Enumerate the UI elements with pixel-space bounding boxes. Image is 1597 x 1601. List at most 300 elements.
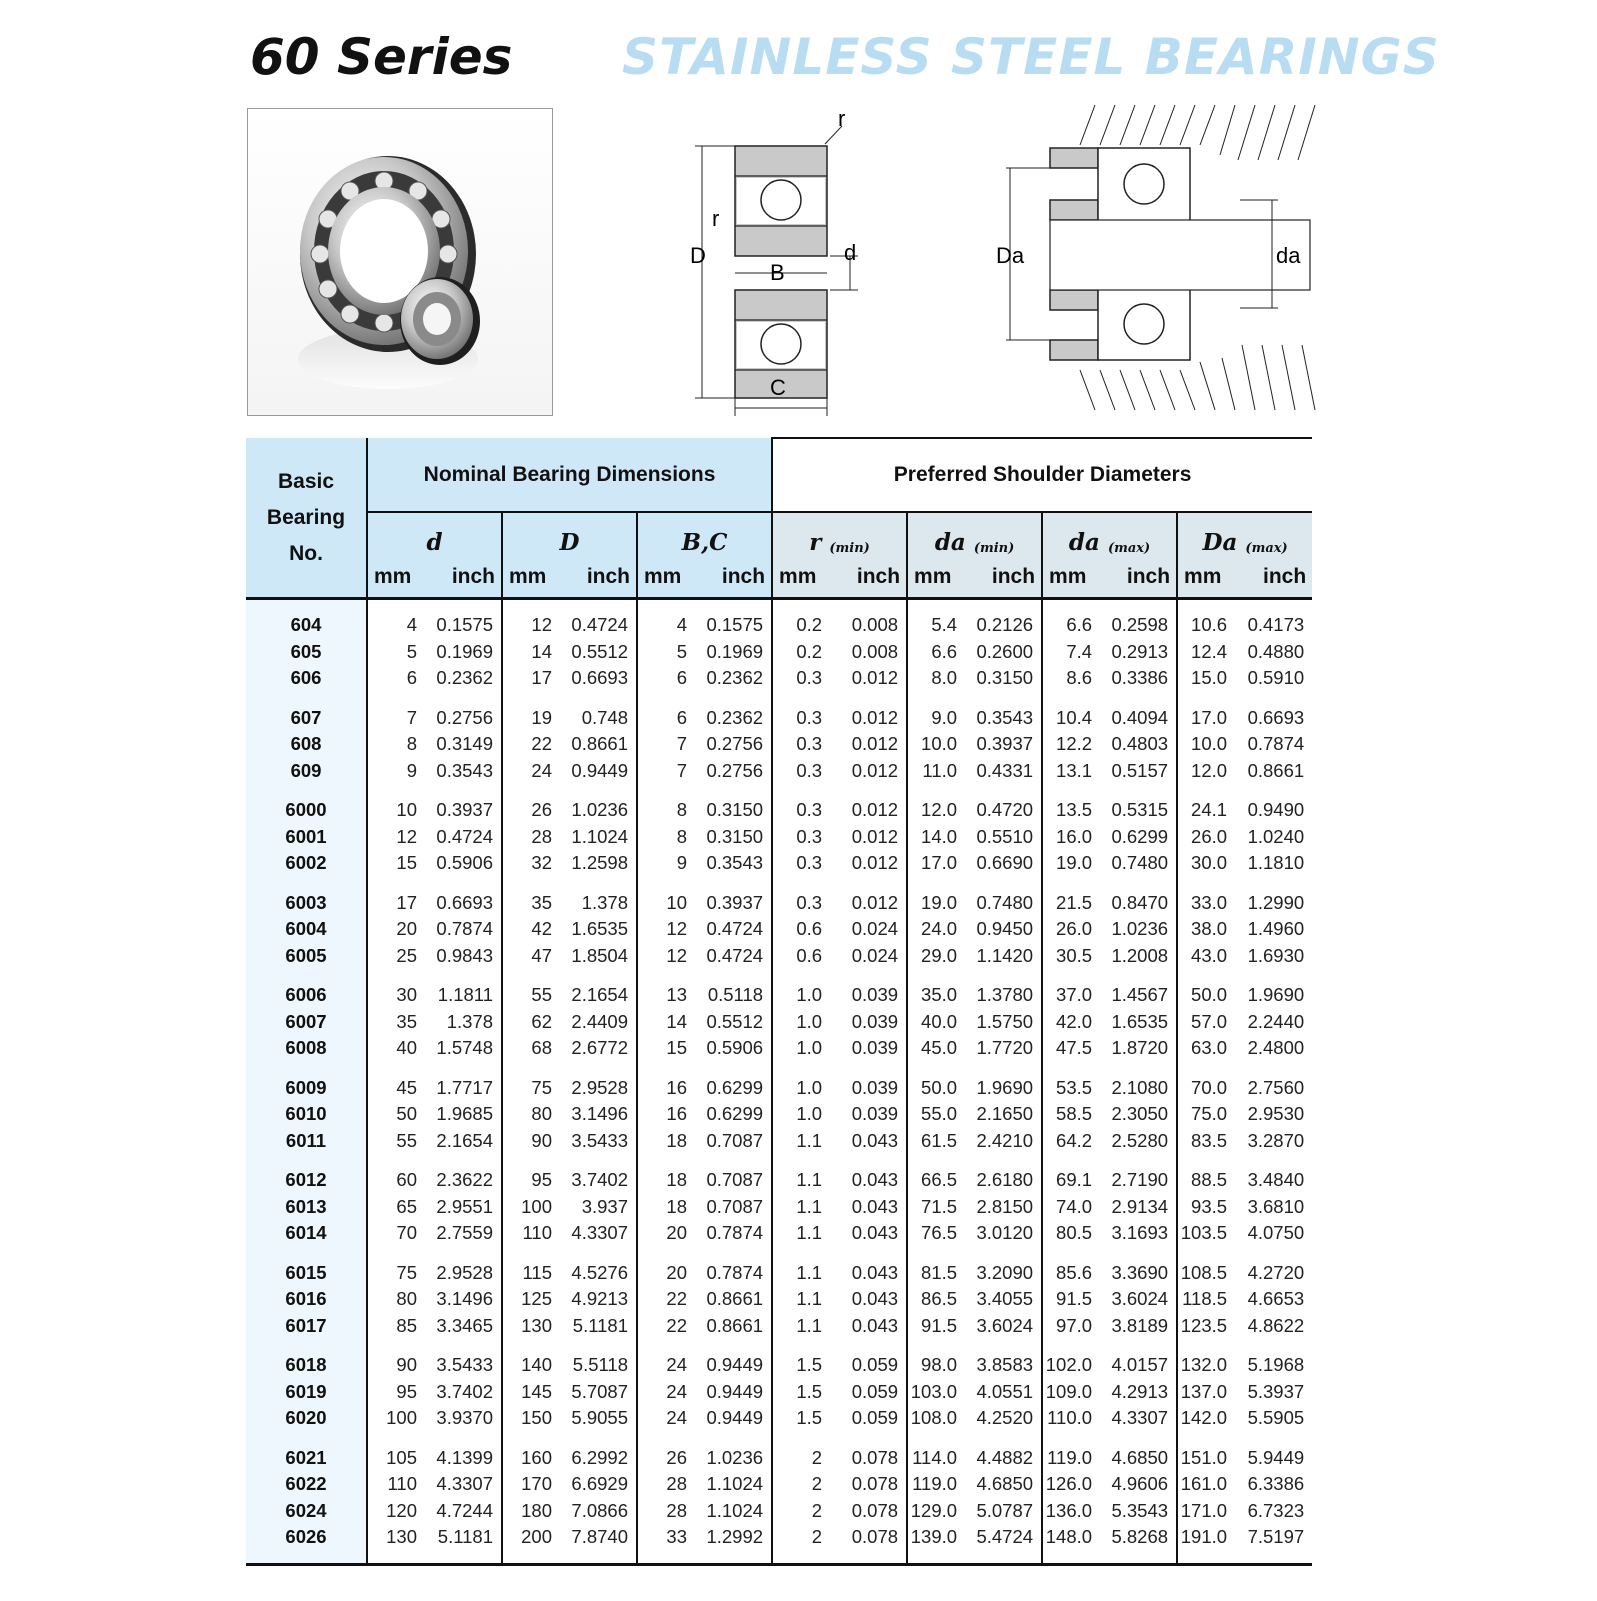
value-inch: 4.3307: [1102, 1405, 1177, 1432]
value-inch: 4.0551: [967, 1379, 1042, 1406]
value-mm: 26: [666, 1446, 687, 1468]
value-mm: 130: [521, 1314, 552, 1336]
value-inch: 3.8189: [1102, 1313, 1177, 1340]
table-row: [246, 612, 1312, 639]
value-mm: 5.4: [931, 614, 958, 636]
value-mm: 5: [676, 640, 687, 662]
value-inch: 4.0157: [1102, 1352, 1177, 1379]
value-mm: 16: [666, 1076, 687, 1098]
value-inch: 0.3150: [697, 824, 772, 851]
value-mm: 115: [522, 1261, 552, 1283]
table-row: [246, 1379, 1312, 1406]
value-mm: 88.5: [1191, 1169, 1228, 1191]
value-inch: 0.078: [832, 1471, 907, 1498]
value-mm: 22: [531, 733, 552, 755]
value-inch: 1.0236: [697, 1445, 772, 1472]
table-row: [246, 1471, 1312, 1498]
value-inch: 0.008: [832, 612, 907, 639]
diagram-label-C: C: [770, 375, 786, 400]
value-mm: 35: [531, 891, 552, 913]
brand-title: STAINLESS STEEL BEARINGS: [622, 28, 1440, 86]
value-mm: 50.0: [1191, 984, 1228, 1006]
value-inch: 0.5512: [697, 1009, 772, 1036]
value-inch: 0.1969: [697, 639, 772, 666]
diagram-label-r2: r: [712, 206, 720, 231]
value-mm: 103.5: [1180, 1222, 1228, 1244]
value-inch: 2.3622: [427, 1167, 502, 1194]
value-inch: 1.1420: [967, 943, 1042, 970]
value-inch: 0.1969: [427, 639, 502, 666]
value-mm: 1.0: [796, 984, 823, 1006]
value-inch: 0.012: [832, 758, 907, 785]
value-mm: 64.2: [1056, 1129, 1093, 1151]
basic-header-line-3: No.: [289, 541, 323, 565]
value-mm: 0.3: [796, 852, 823, 874]
value-mm: 2: [811, 1499, 823, 1521]
value-mm: 119.0: [1047, 1446, 1093, 1468]
value-inch: 2.7560: [1247, 1076, 1305, 1098]
value-inch: 0.2913: [1102, 639, 1177, 666]
table-row: [246, 665, 1312, 692]
diagram-label-D: D: [690, 243, 706, 268]
unit-inch-header: inch: [1102, 557, 1177, 599]
value-mm: 85: [396, 1314, 417, 1336]
value-mm: 19.0: [921, 891, 958, 913]
bearing-number: 6007: [246, 1009, 367, 1036]
value-inch: 5.7087: [562, 1379, 637, 1406]
unit-mm-header: mm: [907, 557, 967, 599]
bearing-number: 6016: [246, 1286, 367, 1313]
shoulder-diameter-diagram: [996, 100, 1320, 418]
value-inch: 0.012: [832, 824, 907, 851]
value-mm: 37.0: [1056, 984, 1093, 1006]
value-inch: 6.3386: [1247, 1473, 1305, 1495]
value-inch: 0.2362: [427, 665, 502, 692]
value-mm: 123.5: [1180, 1314, 1228, 1336]
bearing-number: 6000: [246, 797, 367, 824]
value-inch: 0.3937: [427, 797, 502, 824]
bearing-cross-section-diagram: [690, 108, 900, 418]
value-inch: 0.2756: [697, 758, 772, 785]
value-mm: 8: [676, 825, 687, 847]
value-mm: 45: [396, 1076, 417, 1098]
value-mm: 4: [676, 614, 687, 636]
value-inch: 2.1080: [1102, 1075, 1177, 1102]
value-mm: 17: [531, 667, 552, 689]
value-inch: 0.3149: [427, 731, 502, 758]
value-inch: 4.6850: [1102, 1445, 1177, 1472]
value-inch: 0.4724: [562, 612, 637, 639]
value-inch: 5.0787: [967, 1498, 1042, 1525]
value-mm: 0.3: [796, 891, 823, 913]
value-mm: 10: [666, 891, 687, 913]
value-inch: 0.059: [832, 1405, 907, 1432]
value-inch: 1.7720: [967, 1035, 1042, 1062]
value-inch: 2.6772: [562, 1035, 637, 1062]
unit-mm-header: mm: [1177, 557, 1237, 599]
table-row: [246, 1352, 1312, 1379]
value-inch: 0.4724: [697, 943, 772, 970]
bearing-number: 6020: [246, 1405, 367, 1432]
value-mm: 1.1: [796, 1314, 823, 1336]
value-inch: 1.0236: [562, 797, 637, 824]
value-mm: 1.5: [796, 1380, 823, 1402]
value-mm: 0.2: [796, 640, 823, 662]
bearing-number: 6006: [246, 982, 367, 1009]
value-inch: 0.8661: [697, 1313, 772, 1340]
value-mm: 13.1: [1056, 759, 1093, 781]
diagram-label-d: d: [844, 240, 857, 265]
value-mm: 74.0: [1056, 1195, 1093, 1217]
value-inch: 3.3690: [1102, 1260, 1177, 1287]
value-mm: 1.0: [796, 1076, 823, 1098]
value-inch: 1.9690: [967, 1075, 1042, 1102]
value-inch: 2.9551: [427, 1194, 502, 1221]
value-inch: 0.2756: [427, 705, 502, 732]
value-inch: 5.1181: [562, 1313, 637, 1340]
value-mm: 69.1: [1056, 1169, 1093, 1191]
value-mm: 13.5: [1056, 799, 1093, 821]
value-inch: 3.5433: [562, 1128, 637, 1155]
value-mm: 98.0: [921, 1354, 958, 1376]
value-inch: 5.3543: [1102, 1498, 1177, 1525]
value-inch: 4.9606: [1102, 1471, 1177, 1498]
value-mm: 15: [666, 1037, 687, 1059]
value-inch: 0.6693: [1247, 706, 1305, 728]
value-inch: 5.3937: [1247, 1380, 1305, 1402]
value-mm: 6.6: [1066, 614, 1093, 636]
table-row: [246, 1286, 1312, 1313]
value-inch: 5.4724: [967, 1524, 1042, 1551]
value-inch: 0.7874: [697, 1260, 772, 1287]
value-mm: 6.6: [931, 640, 958, 662]
value-inch: 4.2720: [1247, 1261, 1305, 1283]
value-mm: 28: [666, 1473, 687, 1495]
value-inch: 0.9449: [562, 758, 637, 785]
value-mm: 97.0: [1056, 1314, 1093, 1336]
bearing-number: 607: [246, 705, 367, 732]
table-row: [246, 1313, 1312, 1340]
value-inch: 0.1575: [697, 612, 772, 639]
value-mm: 105: [386, 1446, 417, 1468]
value-inch: 3.3465: [427, 1313, 502, 1340]
table-row: [246, 890, 1312, 917]
value-mm: 16.0: [1056, 825, 1093, 847]
value-inch: 0.043: [832, 1313, 907, 1340]
value-mm: 0.2: [796, 614, 823, 636]
value-mm: 12.0: [921, 799, 958, 821]
value-inch: 0.6299: [1102, 824, 1177, 851]
value-inch: 0.7874: [697, 1220, 772, 1247]
value-inch: 0.9450: [967, 916, 1042, 943]
value-mm: 66.5: [921, 1169, 958, 1191]
value-inch: 4.8622: [1247, 1314, 1305, 1336]
value-inch: 2.4800: [1247, 1037, 1305, 1059]
value-mm: 8.0: [931, 667, 958, 689]
value-inch: 0.6693: [562, 665, 637, 692]
bearing-number: 6010: [246, 1101, 367, 1128]
value-mm: 200: [521, 1526, 552, 1548]
table-row: [246, 797, 1312, 824]
value-mm: 142.0: [1180, 1407, 1228, 1429]
bearing-number: 6005: [246, 943, 367, 970]
value-mm: 5: [406, 640, 417, 662]
value-inch: 0.3543: [697, 850, 772, 877]
value-inch: 2.1654: [562, 982, 637, 1009]
value-mm: 81.5: [921, 1261, 958, 1283]
bearing-photo: [247, 108, 553, 416]
value-inch: 1.1810: [1247, 852, 1305, 874]
unit-mm-header: mm: [772, 557, 832, 599]
value-mm: 71.5: [921, 1195, 958, 1217]
symbol-Da-max: Da $_{(max)}$: [1177, 512, 1312, 557]
value-inch: 3.7402: [562, 1167, 637, 1194]
value-mm: 80: [531, 1103, 552, 1125]
value-inch: 0.024: [832, 916, 907, 943]
value-mm: 1.5: [796, 1354, 823, 1376]
value-inch: 4.6850: [967, 1471, 1042, 1498]
bearing-number: 6001: [246, 824, 367, 851]
value-mm: 10.0: [921, 733, 958, 755]
value-mm: 19.0: [1056, 852, 1093, 874]
value-mm: 1.5: [796, 1407, 823, 1429]
value-inch: 3.1496: [562, 1101, 637, 1128]
value-mm: 171.0: [1180, 1499, 1228, 1521]
value-mm: 1.0: [796, 1010, 823, 1032]
value-inch: 2.6180: [967, 1167, 1042, 1194]
value-inch: 0.6299: [697, 1101, 772, 1128]
bearing-number: 608: [246, 731, 367, 758]
value-inch: 2.9530: [1247, 1103, 1305, 1125]
value-inch: 1.2992: [697, 1524, 772, 1551]
bearing-number: 6024: [246, 1498, 367, 1525]
table-row: [246, 1194, 1312, 1221]
value-mm: 24.1: [1191, 799, 1228, 821]
value-mm: 10.0: [1191, 733, 1228, 755]
value-mm: 25: [396, 944, 417, 966]
value-inch: 3.5433: [427, 1352, 502, 1379]
value-inch: 0.059: [832, 1379, 907, 1406]
value-mm: 10.4: [1056, 706, 1093, 728]
value-inch: 1.2598: [562, 850, 637, 877]
value-inch: 0.6299: [697, 1075, 772, 1102]
symbol-da-max: da $_{(max)}$: [1042, 512, 1177, 557]
value-mm: 95: [531, 1169, 552, 1191]
value-inch: 2.9528: [562, 1075, 637, 1102]
value-mm: 125: [521, 1288, 552, 1310]
value-mm: 13: [666, 984, 687, 1006]
value-mm: 26: [531, 799, 552, 821]
value-inch: 0.043: [832, 1260, 907, 1287]
bearing-number: 6015: [246, 1260, 367, 1287]
value-mm: 8: [676, 799, 687, 821]
value-inch: 4.3307: [562, 1220, 637, 1247]
value-mm: 12: [531, 614, 552, 636]
value-inch: 3.4840: [1247, 1169, 1305, 1191]
value-inch: 0.3150: [697, 797, 772, 824]
value-mm: 85.6: [1056, 1261, 1093, 1283]
value-mm: 90: [531, 1129, 552, 1151]
value-mm: 30.0: [1191, 852, 1228, 874]
value-inch: 4.6653: [1247, 1288, 1305, 1310]
value-inch: 0.8661: [1247, 759, 1305, 781]
symbol-da-min: da $_{(min)}$: [907, 512, 1042, 557]
value-mm: 8.6: [1066, 667, 1093, 689]
bearing-dimensions-table: [246, 437, 1312, 1566]
value-mm: 47.5: [1056, 1037, 1093, 1059]
value-inch: 0.7874: [1247, 733, 1305, 755]
value-inch: 1.6535: [562, 916, 637, 943]
value-inch: 1.9690: [1247, 984, 1305, 1006]
table-row: [246, 1167, 1312, 1194]
value-mm: 57.0: [1191, 1010, 1228, 1032]
unit-inch-header: inch: [697, 557, 772, 599]
value-mm: 120: [386, 1499, 417, 1521]
value-inch: 0.039: [832, 1101, 907, 1128]
value-inch: 2.4210: [967, 1128, 1042, 1155]
value-mm: 90: [396, 1354, 417, 1376]
value-mm: 7.4: [1066, 640, 1093, 662]
value-inch: 0.5157: [1102, 758, 1177, 785]
value-inch: 0.7087: [697, 1194, 772, 1221]
value-mm: 14: [531, 640, 552, 662]
value-mm: 28: [666, 1499, 687, 1521]
value-mm: 6: [676, 667, 687, 689]
value-inch: 3.937: [562, 1194, 637, 1221]
value-inch: 3.4055: [967, 1286, 1042, 1313]
value-inch: 0.3543: [967, 705, 1042, 732]
value-mm: 16: [666, 1103, 687, 1125]
value-inch: 0.2756: [697, 731, 772, 758]
value-mm: 58.5: [1056, 1103, 1093, 1125]
value-mm: 0.3: [796, 667, 823, 689]
bearing-number: 6004: [246, 916, 367, 943]
value-inch: 1.1024: [562, 824, 637, 851]
value-inch: 0.4880: [1247, 640, 1305, 662]
value-inch: 0.2600: [967, 639, 1042, 666]
value-mm: 110: [387, 1473, 417, 1495]
value-mm: 17.0: [921, 852, 958, 874]
value-inch: 1.8720: [1102, 1035, 1177, 1062]
value-mm: 35: [396, 1010, 417, 1032]
value-inch: 0.039: [832, 1075, 907, 1102]
value-inch: 7.8740: [562, 1524, 637, 1551]
value-inch: 0.9449: [697, 1379, 772, 1406]
value-mm: 2: [811, 1526, 823, 1548]
value-mm: 12: [666, 918, 687, 940]
value-mm: 9: [406, 759, 417, 781]
value-inch: 1.1024: [697, 1471, 772, 1498]
value-mm: 0.3: [796, 799, 823, 821]
value-inch: 6.7323: [1247, 1499, 1305, 1521]
value-mm: 102.0: [1045, 1354, 1093, 1376]
value-inch: 1.2008: [1102, 943, 1177, 970]
value-mm: 132.0: [1180, 1354, 1228, 1376]
unit-inch-header: inch: [967, 557, 1042, 599]
value-mm: 24: [666, 1407, 687, 1429]
unit-mm-header: mm: [637, 557, 697, 599]
value-mm: 95: [396, 1380, 417, 1402]
bearing-number: 6009: [246, 1075, 367, 1102]
value-mm: 38.0: [1191, 918, 1228, 940]
value-inch: 6.6929: [562, 1471, 637, 1498]
value-mm: 62: [531, 1010, 552, 1032]
value-inch: 5.1968: [1247, 1354, 1305, 1376]
value-mm: 0.3: [796, 825, 823, 847]
table-row: [246, 982, 1312, 1009]
value-inch: 4.2520: [967, 1405, 1042, 1432]
value-inch: 0.4803: [1102, 731, 1177, 758]
value-inch: 0.043: [832, 1194, 907, 1221]
value-inch: 3.6024: [967, 1313, 1042, 1340]
value-inch: 0.4720: [967, 797, 1042, 824]
value-inch: 1.7717: [427, 1075, 502, 1102]
value-inch: 0.012: [832, 797, 907, 824]
table-row: [246, 916, 1312, 943]
value-inch: 0.043: [832, 1128, 907, 1155]
value-mm: 118.5: [1182, 1288, 1228, 1310]
value-inch: 0.5906: [697, 1035, 772, 1062]
value-inch: 0.6690: [967, 850, 1042, 877]
unit-inch-header: inch: [832, 557, 907, 599]
value-inch: 1.1811: [427, 982, 502, 1009]
unit-inch-header: inch: [427, 557, 502, 599]
value-inch: 3.1693: [1102, 1220, 1177, 1247]
symbol-D: D: [502, 512, 637, 557]
value-inch: 0.008: [832, 639, 907, 666]
value-mm: 145: [521, 1380, 552, 1402]
value-inch: 7.0866: [562, 1498, 637, 1525]
value-inch: 5.5118: [562, 1352, 637, 1379]
value-mm: 151.0: [1180, 1446, 1228, 1468]
value-mm: 100: [386, 1407, 417, 1429]
value-mm: 108.5: [1180, 1261, 1228, 1283]
value-inch: 0.9449: [697, 1405, 772, 1432]
value-inch: 0.5910: [1247, 667, 1305, 689]
value-inch: 3.2090: [967, 1260, 1042, 1287]
table-row: [246, 943, 1312, 970]
value-inch: 1.4567: [1102, 982, 1177, 1009]
value-mm: 28: [531, 825, 552, 847]
value-mm: 68: [531, 1037, 552, 1059]
value-inch: 0.059: [832, 1352, 907, 1379]
value-mm: 9.0: [931, 706, 958, 728]
value-mm: 29.0: [921, 944, 958, 966]
table-row: [246, 731, 1312, 758]
value-mm: 0.3: [796, 706, 823, 728]
value-inch: 2.8150: [967, 1194, 1042, 1221]
value-inch: 2.1654: [427, 1128, 502, 1155]
value-inch: 4.2913: [1102, 1379, 1177, 1406]
value-mm: 55.0: [921, 1103, 958, 1125]
value-inch: 6.2992: [562, 1445, 637, 1472]
value-mm: 0.6: [796, 944, 823, 966]
value-mm: 0.6: [796, 918, 823, 940]
value-inch: 1.2990: [1247, 891, 1305, 913]
value-inch: 0.7480: [967, 890, 1042, 917]
value-mm: 139.0: [910, 1526, 958, 1548]
value-mm: 63.0: [1191, 1037, 1228, 1059]
value-mm: 7: [406, 706, 417, 728]
value-mm: 70.0: [1191, 1076, 1228, 1098]
table-row: [246, 758, 1312, 785]
value-mm: 76.5: [921, 1222, 958, 1244]
table-row: [246, 1405, 1312, 1432]
value-mm: 86.5: [921, 1288, 958, 1310]
symbol-d: d: [367, 512, 502, 557]
value-mm: 1.0: [796, 1037, 823, 1059]
value-inch: 3.6810: [1247, 1195, 1305, 1217]
